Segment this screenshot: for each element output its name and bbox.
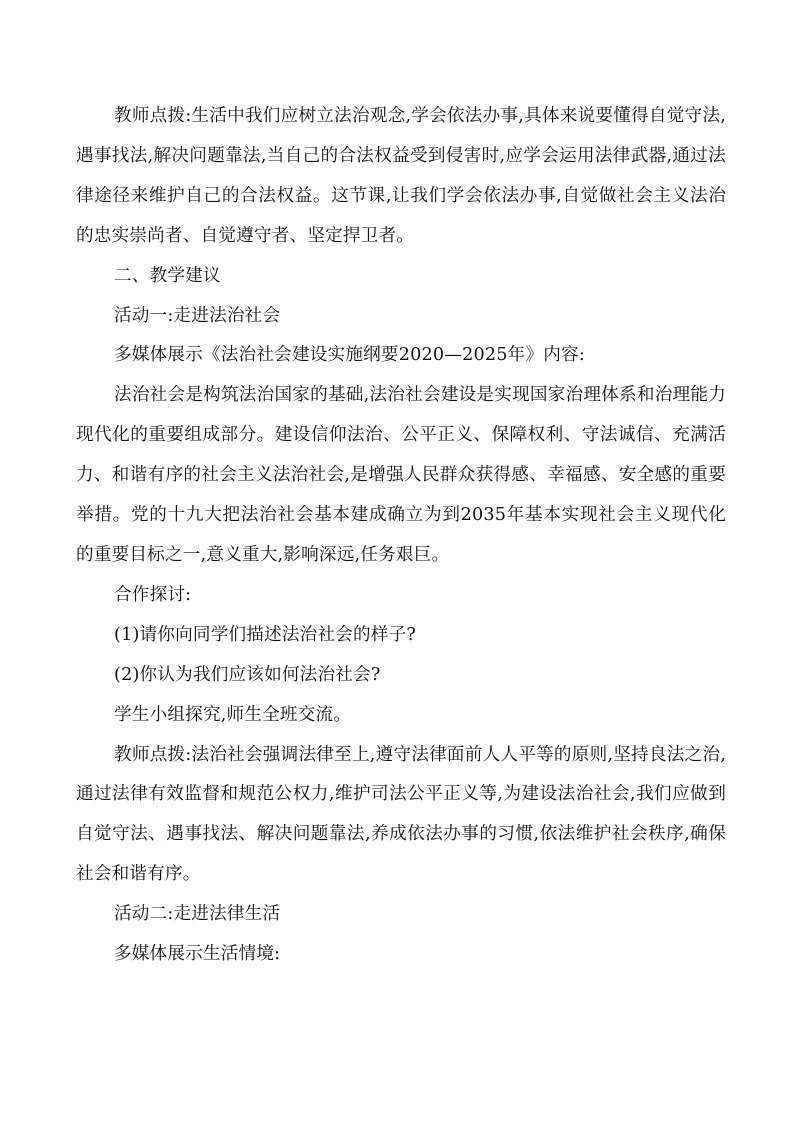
discussion-question-2: (2)你认为我们应该如何法治社会? (114, 664, 381, 685)
document-body (76, 97, 726, 975)
cooperative-discussion-heading: 合作探讨: (114, 584, 192, 605)
paragraph-teacher-guidance-1: 教师点拨:生活中我们应树立法治观念,学会依法办事,具体来说要懂得自觉守法,遇事找法,解决问题靠法,当自己的合法权益受到侵害时,应学会运用法律武器,通过法律途径来维护自己的合法权益。这节课,让我们学会依法办事,自觉做社会主义法治的忠实崇尚者、自觉遵守者、坚定捍卫者。 (76, 106, 726, 246)
paragraph-rule-of-law-society: 法治社会是构筑法治国家的基础,法治社会建设是实现国家治理体系和治理能力现代化的重要组成部分。建设信仰法治、公平正义、保障权利、守法诚信、充满活力、和谐有序的社会主义法治社会,是增强人民群众获得感、幸福感、安全感的重要举措。党的十九大把法治社会基本建成确立为到2035年基本实现社会主义现代化的重要目标之一,意义重大,影响深远,任务艰巨。 (76, 385, 726, 565)
multimedia-display-scenario: 多媒体展示生活情境: (114, 944, 281, 965)
discussion-question-1: (1)请你向同学们描述法治社会的样子? (114, 624, 417, 645)
multimedia-display-outline: 多媒体展示《法治社会建设实施纲要2020—2025年》内容: (114, 345, 585, 366)
student-group-exploration: 学生小组探究,师生全班交流。 (114, 704, 352, 725)
activity-two-heading: 活动二:走进法律生活 (114, 904, 281, 925)
section-heading-teaching-suggestions: 二、教学建议 (114, 265, 221, 286)
paragraph-teacher-guidance-2: 教师点拨:法治社会强调法律至上,遵守法律面前人人平等的原则,坚持良法之治,通过法律有效监督和规范公权力,维护司法公平正义等,为建设法治社会,我们应做到自觉守法、遇事找法、解决问题靠法,养成依法办事的习惯,依法维护社会秩序,确保社会和谐有序。 (76, 744, 726, 885)
activity-one-heading: 活动一:走进法治社会 (114, 305, 281, 326)
